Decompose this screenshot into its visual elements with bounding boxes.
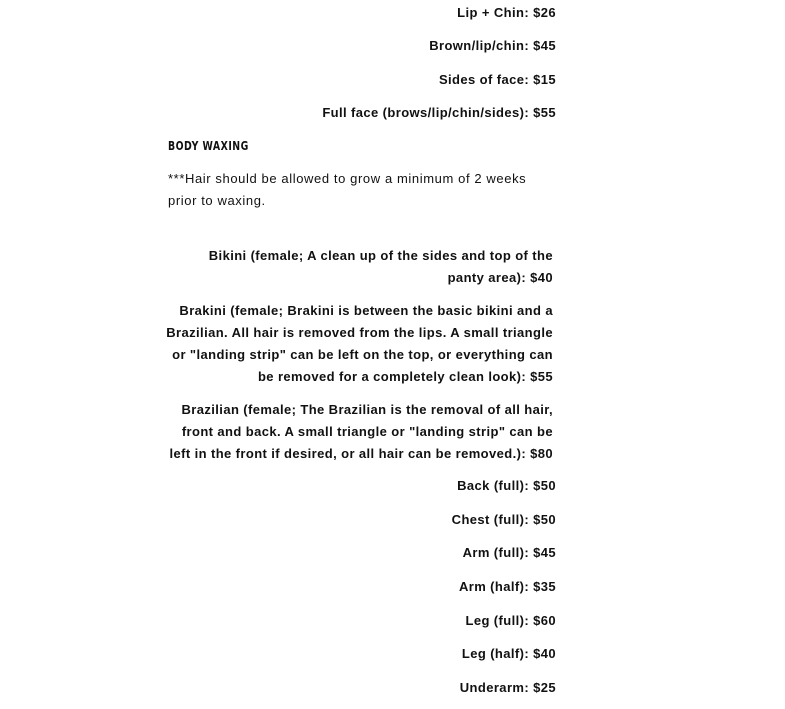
price-item-brazilian: Brazilian (female; The Brazilian is the removal of all hair, front and back. A small triangle or "landing strip" can be left in the front if desired, or all hair can be removed.): $80 [169, 402, 553, 461]
price-item-back-full: Back (full): $50 [457, 478, 556, 493]
price-item-brakini: Brakini (female; Brakini is between the basic bikini and a Brazilian. All hair is removed from the lips. A small triangle or "landing strip" can be left on the top, or everything can be removed for a completely clean look): $55 [166, 303, 553, 384]
price-item-full-face: Full face (brows/lip/chin/sides): $55 [322, 105, 556, 120]
price-item-arm-half: Arm (half): $35 [458, 579, 556, 594]
price-item-brow-lip-chin: Brown/lip/chin: $45 [429, 38, 556, 53]
price-list [168, 0, 556, 709]
price-item-underarm: Underarm: $25 [459, 680, 556, 695]
price-item-lip-chin: Lip + Chin: $26 [457, 5, 556, 20]
waxing-note: ***Hair should be allowed to grow a minimum of 2 weeks prior to waxing. [168, 171, 527, 208]
price-list-inner [168, 0, 556, 709]
price-item-bikini: Bikini (female; A clean up of the sides and top of the panty area): $40 [208, 248, 553, 285]
price-item-sides-of-face: Sides of face: $15 [438, 72, 556, 87]
price-item-arm-full: Arm (full): $45 [462, 545, 556, 560]
price-item-leg-full: Leg (full): $60 [465, 613, 556, 628]
section-heading-body-waxing: BODY WAXING [168, 139, 249, 153]
price-item-chest-full: Chest (full): $50 [451, 512, 556, 527]
price-item-leg-half: Leg (half): $40 [461, 646, 556, 661]
